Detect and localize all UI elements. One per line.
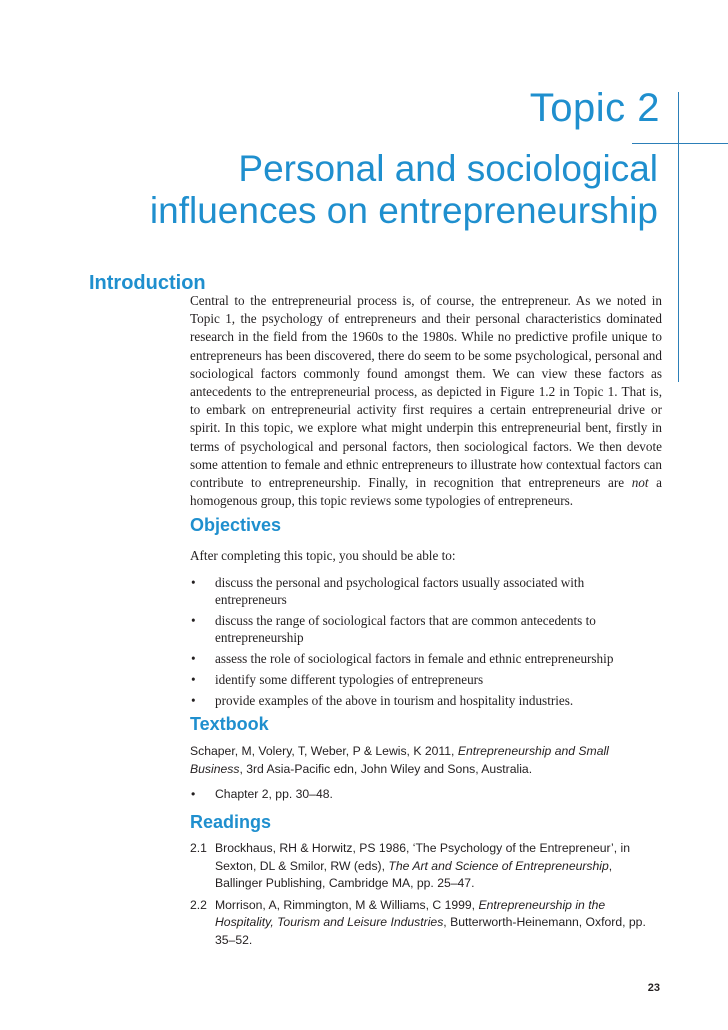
reading-text: Morrison, A, Rimmington, M & Williams, C 1999, bbox=[215, 897, 479, 912]
introduction-paragraph bbox=[190, 292, 662, 510]
objective-text: identify some different typologies of entrepreneurs bbox=[215, 672, 484, 687]
bullet-icon: • bbox=[191, 693, 196, 708]
introduction-heading: Introduction bbox=[89, 272, 206, 294]
reading-text-end: , Ballinger Publishing, Cambridge MA, pp. 25–47. bbox=[215, 858, 613, 890]
objectives-heading: Objectives bbox=[190, 515, 282, 535]
reading-number: 2.1 bbox=[190, 841, 207, 855]
list-item bbox=[190, 897, 655, 950]
list-item bbox=[190, 785, 650, 803]
reading-title: Entrepreneurship in the Hospitality, Tourism and Leisure Industries bbox=[215, 897, 606, 929]
intro-text-part-2: a homogenous group, this topic reviews some typologies of entrepreneurs. bbox=[190, 475, 662, 509]
reading-text: Brockhaus, RH & Horwitz, PS 1986, ‘The Psychology of the Entrepreneur’, in Sexton, DL & Smilor, RW (eds), bbox=[215, 841, 631, 873]
bullet-icon: • bbox=[191, 672, 196, 687]
textbook-authors: Schaper, M, Volery, T, Weber, P & Lewis, K 2011, bbox=[190, 744, 458, 758]
page-title bbox=[150, 148, 658, 232]
objectives-list bbox=[190, 574, 650, 713]
objective-text: provide examples of the above in tourism and hospitality industries. bbox=[215, 693, 574, 708]
intro-text-part-1: Central to the entrepreneurial process is, of course, the entrepreneur. As we noted in Topic 1, the psychology of entrepreneurs and their personal characteristics dominated research in the field from the 1960s to the 1980s. While no predictive profile unique to entrepreneurs has been discovered, there do seem to be some psychological, personal and sociological factors commonly found amongst them. We can view these factors as antecedents to the entrepreneurial process, as depicted in Figure 1.2 in Topic 1. That is, to embark on entrepreneurial activity first requires a certain entrepreneurial drive or spirit. In this topic, we explore what might underpin this entrepreneurial bent, firstly in terms of psychological and personal factors, then sociological factors. We then devote some attention to female and ethnic entrepreneurs to illustrate how contextual factors can contribute to entrepreneurship. Finally, in recognition that entrepreneurs are bbox=[190, 293, 662, 491]
intro-emphasis: not bbox=[631, 475, 649, 491]
bullet-icon: • bbox=[191, 575, 196, 590]
title-line-2: influences on entrepreneurship bbox=[149, 190, 658, 231]
reading-number: 2.2 bbox=[190, 897, 207, 912]
horizontal-rule bbox=[632, 143, 728, 144]
readings-list bbox=[190, 840, 655, 953]
objective-text: discuss the personal and psychological factors usually associated with entrepreneurs bbox=[215, 575, 585, 607]
textbook-publisher: , 3rd Asia-Pacific edn, John Wiley and Sons, Australia. bbox=[239, 762, 533, 776]
list-item bbox=[190, 612, 650, 646]
list-item bbox=[190, 671, 650, 688]
textbook-reference bbox=[190, 742, 660, 778]
title-line-1: Personal and sociological bbox=[238, 148, 658, 189]
vertical-rule bbox=[678, 92, 679, 382]
objective-text: discuss the range of sociological factors that are common antecedents to entrepreneurship bbox=[215, 613, 596, 645]
list-item bbox=[190, 692, 650, 709]
list-item bbox=[190, 650, 650, 667]
bullet-icon: • bbox=[191, 651, 196, 666]
bullet-icon: • bbox=[191, 787, 196, 801]
page-number: 23 bbox=[647, 982, 660, 994]
objectives-intro: After completing this topic, you should be able to: bbox=[190, 548, 456, 563]
textbook-chapters bbox=[190, 785, 650, 803]
textbook-heading: Textbook bbox=[190, 714, 269, 734]
list-item bbox=[190, 840, 655, 893]
bullet-icon: • bbox=[191, 613, 196, 628]
textbook-title: Entrepreneurship and Small Business bbox=[190, 744, 609, 776]
readings-heading: Readings bbox=[190, 812, 272, 832]
list-item bbox=[190, 574, 650, 608]
reading-text-end: , Butterworth-Heinemann, Oxford, pp. 35–52. bbox=[215, 915, 646, 947]
objective-text: assess the role of sociological factors in female and ethnic entrepreneurship bbox=[215, 651, 614, 666]
reading-title: The Art and Science of Entrepreneurship bbox=[388, 858, 609, 873]
topic-label: Topic 2 bbox=[529, 86, 660, 130]
chapter-text: Chapter 2, pp. 30–48. bbox=[215, 787, 333, 801]
